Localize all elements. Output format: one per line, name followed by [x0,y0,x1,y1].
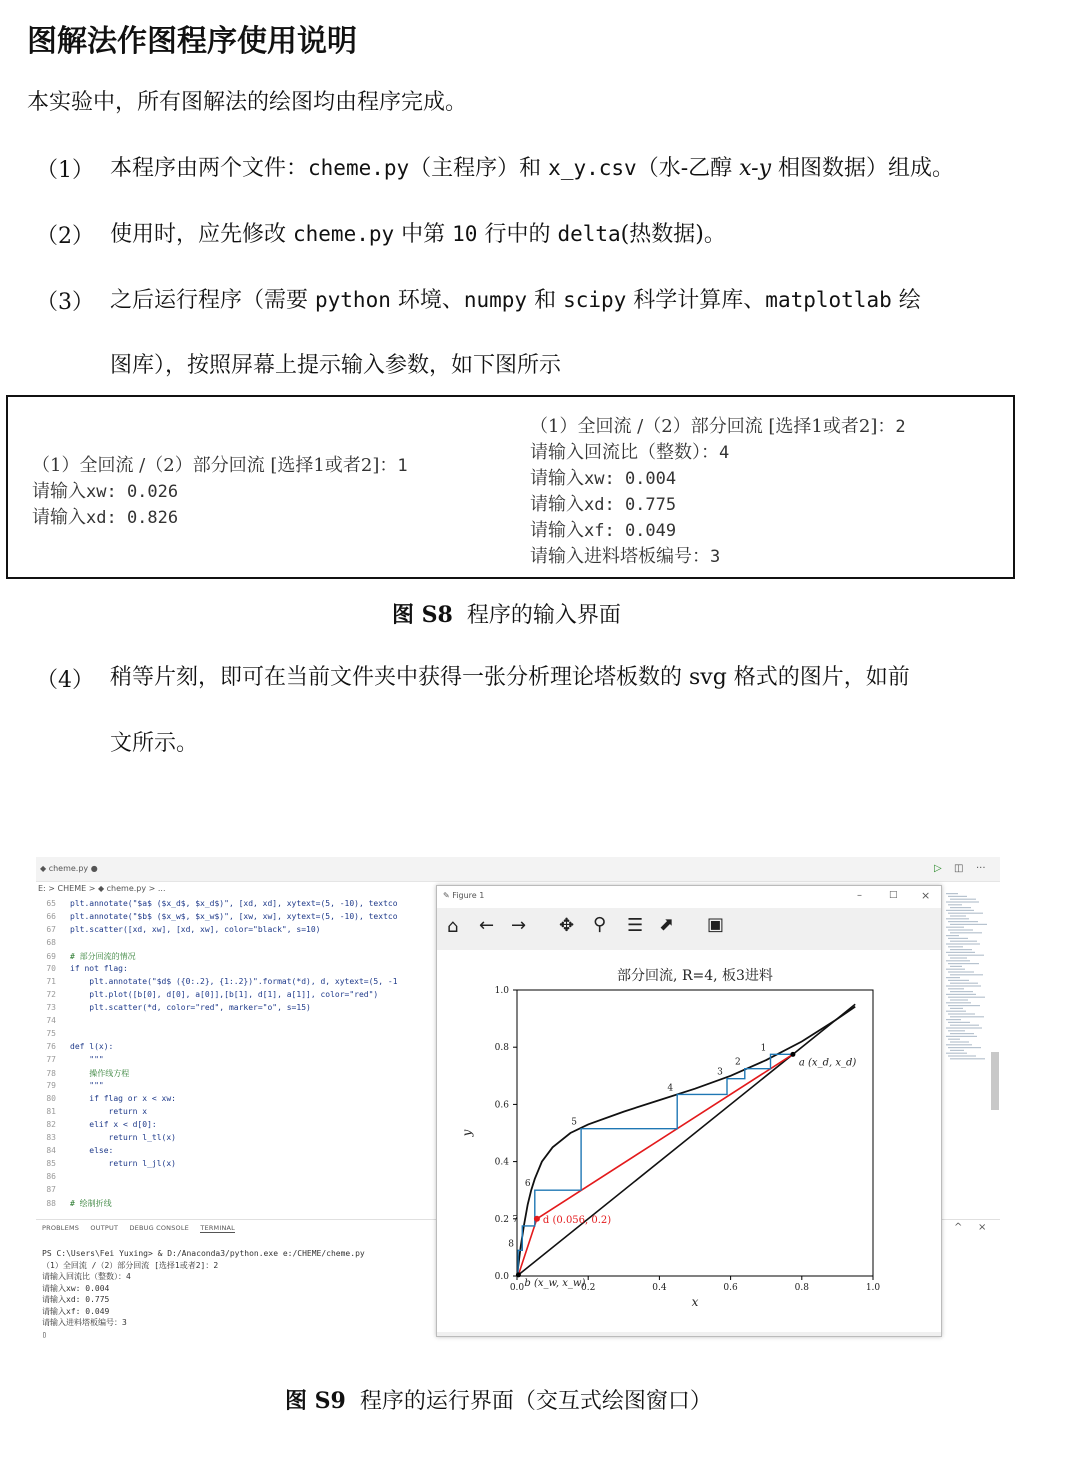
terminal-line: 请输入xf: 0.049 [42,1306,110,1316]
code-line: 67 plt.scatter([xd, xw], [xd, xw], color="black", s=10) [46,925,321,934]
minimap-line [948,913,983,914]
minimap-line [946,985,981,986]
x-tick-label: 0.0 [509,1283,525,1293]
caption-s8: 图 S8 程序的输入界面 [392,602,621,628]
code-line: 82 elif x < d[0]: [46,1120,157,1129]
minimap-line [946,1053,967,1054]
diagonal-line [517,1004,855,1276]
code-line: 72 plt.plot([b[0], d[0], a[0]],[b[1], d[1], a[1]], color="red") [46,990,379,999]
minimap-line [946,927,964,928]
item-4-number: （4） [36,668,94,693]
page-title: 图解法作图程序使用说明 [27,24,357,59]
console-right: （1）全回流 /（2）部分回流 [选择1或者2]：2 请输入回流比（整数）：4 请输入xw: 0.004 请输入xd: 0.775 请输入xf: 0.049 请输入进料塔板编号：3 [530,416,906,567]
save-icon[interactable]: ▣ [707,914,725,935]
minimap-line [946,1036,977,1037]
minimap-line [948,896,967,897]
minimap-line [950,999,968,1000]
minimap-line [948,1030,965,1031]
minimap-lines [944,893,990,1073]
minimap-line [946,901,979,902]
stage-label: 3 [717,1067,723,1078]
code-line: 76 def l(x): [46,1042,114,1051]
y-tick-label: 0.4 [494,1157,509,1168]
screenshot-s9 [36,857,1000,1347]
item-1-text: 本程序由两个文件：cheme.py（主程序）和 x_y.csv（水-乙醇 x-y 相图数据）组成。 [110,156,955,181]
tab-output[interactable]: OUTPUT [90,1224,119,1232]
minimap-line [950,1016,984,1017]
home-icon[interactable]: ⌂ [447,916,459,937]
maximize-button[interactable]: □ [889,890,898,900]
minimap-line [948,955,984,956]
minimap-line [950,949,972,950]
code-line: 83 return l_tl(x) [46,1133,176,1142]
x-tick-label: 0.4 [652,1283,667,1293]
y-tick-label: 0.6 [494,1100,509,1111]
code-line: 77 """ [46,1055,104,1064]
figure-titlebar[interactable] [437,886,941,909]
x-tick-label: 0.8 [794,1283,809,1293]
zoom-icon[interactable]: ⚲ [593,914,607,935]
item-2-number: （2） [36,224,94,249]
code-line: 71 plt.annotate("$d$ ({0:.2}, {1:.2})".format(*d), d, xytext=(5, -1 [46,977,398,986]
stage-label: 6 [524,1179,531,1190]
terminal-line: PS C:\Users\Fei Yuxing> & D:/Anaconda3/python.exe e:/CHEME/cheme.py [42,1249,365,1258]
minimap-line [946,952,975,953]
x-tick-label: 0.2 [581,1283,596,1293]
y-axis-label: y [460,1129,474,1137]
minimap-line [948,921,978,922]
stage-label: 1 [760,1043,767,1054]
item-3-text: 之后运行程序（需要 python 环境、numpy 和 scipy 科学计算库、matplotlab 绘 [110,288,921,313]
point-d-label: d (0.056, 0.2) [542,1214,612,1226]
close-button[interactable]: × [921,889,931,902]
terminal-line: （1）全回流 /（2）部分回流 [选择1或者2]：2 [42,1260,219,1270]
minimap-line [950,932,982,933]
chart [437,950,941,1332]
minimap-line [948,963,979,964]
minimap-line [950,1050,964,1051]
minimap-line [946,1019,961,1020]
minimap-line [948,938,968,939]
code-line: 84 else: [46,1146,114,1155]
tab-problems[interactable]: PROBLEMS [42,1224,80,1232]
panel-maximize-icon[interactable]: ^ [954,1222,963,1233]
point-b-label: b (x_w, x_w) [524,1277,586,1289]
minimap-line [946,935,959,936]
minimap-line [950,1058,985,1059]
stage-label: 5 [571,1117,577,1128]
edit-axis-icon[interactable]: ⬈ [659,914,675,935]
caption-s9: 图 S9 程序的运行界面（交互式绘图窗口） [285,1388,712,1414]
minimap-line [950,1008,963,1009]
terminal-line: 请输入回流比（整数）：4 [42,1272,131,1281]
code-line: 68 [46,938,56,947]
item-4-text-line2: 文所示。 [110,731,199,756]
tab-terminal[interactable]: TERMINAL [200,1224,235,1232]
minimap-line [946,969,965,970]
terminal-line: 请输入进料塔板编号：3 [42,1318,127,1327]
stage-label: 8 [508,1239,514,1250]
stage-label: 7 [512,1214,519,1225]
minimap-line [948,904,962,905]
code-line: 78 操作线方程 [46,1069,130,1078]
minimap-line [950,957,967,958]
minimap-line [946,977,960,978]
minimap-line [950,924,987,925]
minimap-line [948,997,985,998]
minimap-line [948,1047,981,1048]
x-tick-label: 1.0 [865,1283,881,1293]
terminal-line: ▯ [42,1329,47,1339]
terminal-line: 请输入xd: 0.775 [42,1295,110,1304]
code-line: 73 plt.scatter(*d, color="red", marker="o", s=15) [46,1003,311,1012]
console-box [6,395,1015,579]
item-2-text: 使用时，应先修改 cheme.py 中第 10 行中的 delta(热数据)。 [110,222,726,247]
scrollbar-thumb[interactable] [991,1052,999,1110]
x-tick-label: 0.6 [723,1283,738,1293]
figure-window [436,885,942,1337]
minimap-line [946,960,970,961]
minimap-line [950,1025,979,1026]
back-icon[interactable]: ← [479,915,495,936]
minimap-line [948,929,973,930]
minimap-line [948,988,964,989]
minimap-line [950,966,962,967]
y-tick-label: 1.0 [494,986,509,996]
minimap-line [950,983,978,984]
y-tick-label: 0.0 [494,1272,509,1282]
minimap-line [946,1027,982,1028]
code-line: 87 [46,1185,56,1194]
minimap-line [950,907,971,908]
minimap-line [948,1005,980,1006]
code-line: 66 plt.annotate("$b$ ($x_w$, $x_w$)", [xw, xw], xytext=(5, -10), textco [46,912,398,921]
code-line: 79 """ [46,1081,104,1090]
configure-subplots-icon[interactable]: ☰ [627,915,644,936]
figure-title: ✎ Figure 1 [443,891,485,900]
minimap-line [946,893,958,894]
console-left: （1）全回流 /（2）部分回流 [选择1或者2]：1 请输入xw: 0.026 请输入xd: 0.826 [32,455,408,528]
intro-paragraph: 本实验中，所有图解法的绘图均由程序完成。 [27,90,468,115]
breadcrumb[interactable]: E: > CHEME > ◆ cheme.py > ... [38,884,166,893]
panel-close-icon[interactable]: × [978,1222,987,1233]
minimap-line [948,1055,976,1056]
x-axis-label: x [691,1295,699,1309]
code-line: 85 return l_jl(x) [46,1159,176,1168]
minimize-button[interactable]: – [857,890,862,901]
minimap-line [946,1002,971,1003]
item-3-number: （3） [36,290,94,315]
forward-icon[interactable]: → [511,915,527,936]
item-4-text: 稍等片刻，即可在当前文件夹中获得一张分析理论塔板数的 svg 格式的图片，如前 [110,665,910,690]
stage-label: 2 [734,1057,741,1068]
code-line: 80 if flag or x < xw: [46,1094,176,1103]
terminal-line: 请输入xw: 0.004 [42,1283,110,1293]
editor-tab[interactable]: ◆ cheme.py ● [40,864,98,873]
minimap-line [946,1011,966,1012]
minimap-line [950,974,983,975]
code-line: 69 # 部分回流的情况 [46,952,136,961]
minimap-line [950,899,976,900]
figure-canvas[interactable] [437,950,941,1332]
stage-label: 4 [667,1083,674,1094]
minimap-line [948,1013,975,1014]
terminal[interactable] [42,1248,365,1340]
pan-icon[interactable]: ✥ [559,915,575,936]
minimap-line [948,946,963,947]
minimap-line [946,994,976,995]
y-tick-label: 0.8 [494,1043,509,1054]
code-line: 70 if not flag: [46,964,128,973]
minimap-line [946,943,980,944]
code-line: 88 # 绘制折线 [46,1199,112,1208]
code-line: 74 [46,1016,56,1025]
y-tick-label: 0.2 [494,1214,509,1225]
code-line: 75 [46,1029,56,1038]
minimap-line [948,1039,960,1040]
minimap-line [948,1022,970,1023]
minimap[interactable] [944,893,990,1073]
code-line: 81 return x [46,1107,148,1116]
item-1-number: （1） [36,158,94,183]
panel-tabs [42,1224,235,1232]
minimap-line [946,910,974,911]
minimap-line [950,915,966,916]
point-a-marker [790,1052,795,1057]
minimap-line [946,918,969,919]
figure-toolbar [437,908,941,948]
minimap-line [950,1041,969,1042]
point-b-marker [516,1272,521,1277]
minimap-line [950,991,973,992]
tab-debug-console[interactable]: DEBUG CONSOLE [129,1224,189,1232]
point-a-label: a (x_d, x_d) [798,1057,857,1069]
editor-tab-bar [36,857,1000,882]
more-icon[interactable]: ··· [976,863,986,874]
item-3-text-line2: 图库），按照屏幕上提示输入参数，如下图所示 [110,353,562,378]
code-line: 86 [46,1172,56,1181]
minimap-line [948,980,969,981]
point-d-marker [534,1216,540,1222]
minimap-line [950,941,977,942]
run-icon[interactable]: ▷ [934,863,942,874]
minimap-line [946,1044,972,1045]
minimap-line [948,971,974,972]
chart-title: 部分回流, R=4, 板3进料 [617,968,773,984]
minimap-line [950,1033,974,1034]
split-icon[interactable]: ◫ [954,863,964,874]
code-line: 65 plt.annotate("$a$ ($x_d$, $x_d$)", [xd, xd], xytext=(5, -10), textco [46,899,398,908]
